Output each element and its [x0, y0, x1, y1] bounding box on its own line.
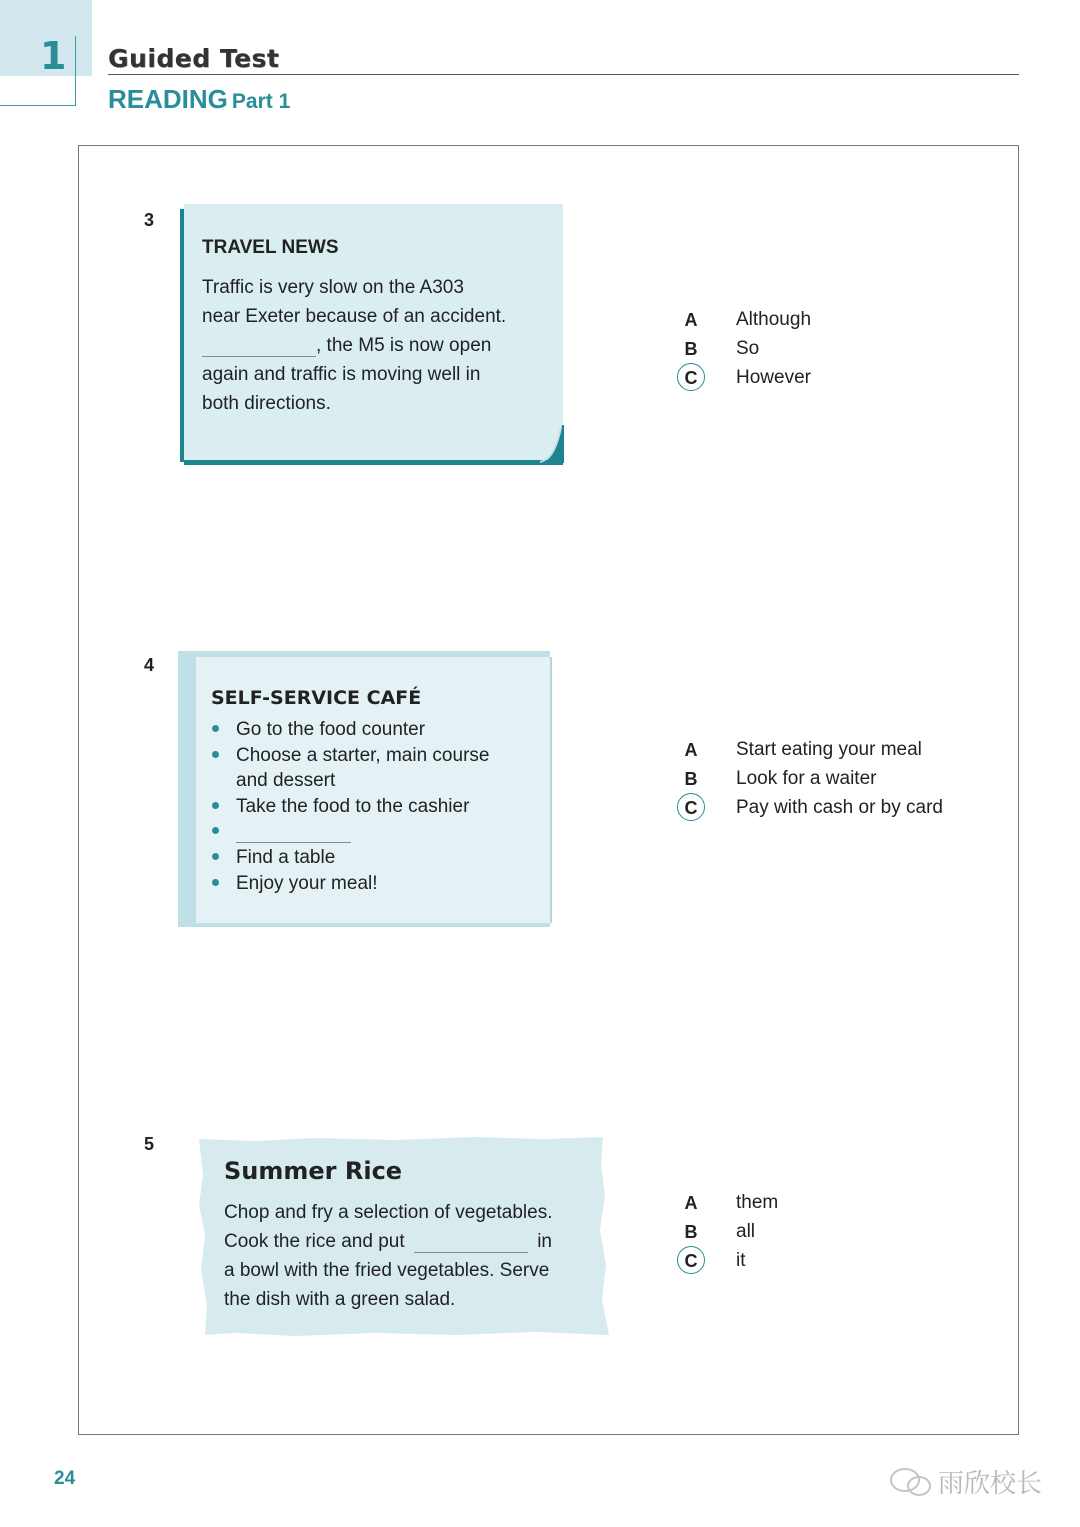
watermark-text: 雨欣校长	[938, 1468, 1043, 1498]
notice-line-text: in	[537, 1231, 552, 1252]
notice-line: near Exeter because of an accident.	[202, 306, 507, 327]
option-letter[interactable]: C	[684, 798, 698, 818]
page-title: Guided Test	[108, 44, 280, 73]
bullet-icon	[212, 751, 219, 758]
answer-gap	[236, 824, 351, 843]
notice-line: both directions.	[202, 393, 331, 414]
list-item: Find a table	[236, 847, 336, 868]
option-letter[interactable]: A	[684, 310, 698, 330]
answer-gap	[414, 1234, 528, 1253]
option-text[interactable]: However	[736, 367, 811, 388]
notice-line: again and traffic is moving well in	[202, 364, 481, 385]
bullet-icon	[212, 802, 219, 809]
bullet-icon	[212, 853, 219, 860]
page-number: 24	[54, 1468, 76, 1489]
option-text[interactable]: them	[736, 1192, 779, 1213]
notice-title: SELF-SERVICE CAFÉ	[211, 687, 422, 709]
option-letter[interactable]: B	[684, 1222, 698, 1242]
option-text[interactable]: Although	[736, 309, 812, 330]
bullet-icon	[212, 725, 219, 732]
section-name: READING	[108, 84, 228, 114]
question-number: 5	[144, 1134, 155, 1154]
option-letter[interactable]: A	[684, 740, 698, 760]
notice-title: Summer Rice	[224, 1157, 403, 1185]
bullet-icon	[212, 827, 219, 834]
option-letter[interactable]: B	[684, 769, 698, 789]
question-number: 4	[144, 655, 155, 675]
notice-line: Chop and fry a selection of vegetables.	[224, 1202, 553, 1223]
notice-line: the dish with a green salad.	[224, 1289, 456, 1310]
notice-line-text: Cook the rice and put	[224, 1231, 405, 1252]
option-letter[interactable]: C	[684, 1251, 698, 1271]
option-text[interactable]: Pay with cash or by card	[736, 797, 943, 818]
notice-line-with-gap	[202, 335, 491, 357]
notice-line-with-gap	[224, 1231, 552, 1253]
list-item: and dessert	[236, 770, 336, 791]
answer-gap	[202, 338, 316, 357]
notice-border	[184, 460, 563, 465]
option-letter[interactable]: C	[684, 368, 698, 388]
option-letter[interactable]: B	[684, 339, 698, 359]
option-letter[interactable]: A	[684, 1193, 698, 1213]
header-divider	[108, 74, 1019, 75]
list-item-gap	[236, 821, 351, 843]
list-item: Take the food to the cashier	[236, 796, 470, 817]
section-heading	[108, 84, 290, 115]
notice-line: Traffic is very slow on the A303	[202, 277, 464, 298]
bullet-icon	[212, 879, 219, 886]
notice-line: a bowl with the fried vegetables. Serve	[224, 1260, 550, 1281]
option-text[interactable]: it	[736, 1250, 746, 1271]
page-curl-corner	[540, 425, 564, 463]
unit-number: 1	[40, 34, 67, 78]
option-text[interactable]: Look for a waiter	[736, 768, 877, 789]
notice-line-text: , the M5 is now open	[316, 335, 492, 356]
question-number: 3	[144, 210, 155, 230]
section-part: Part 1	[231, 90, 291, 113]
option-text[interactable]: Start eating your meal	[736, 739, 922, 760]
option-text[interactable]: So	[736, 338, 760, 359]
option-text[interactable]: all	[736, 1221, 756, 1242]
list-item: Enjoy your meal!	[236, 873, 378, 894]
notice-border	[180, 209, 184, 462]
list-item: Choose a starter, main course	[236, 745, 490, 766]
notice-title: TRAVEL NEWS	[202, 237, 339, 258]
list-item: Go to the food counter	[236, 719, 426, 740]
